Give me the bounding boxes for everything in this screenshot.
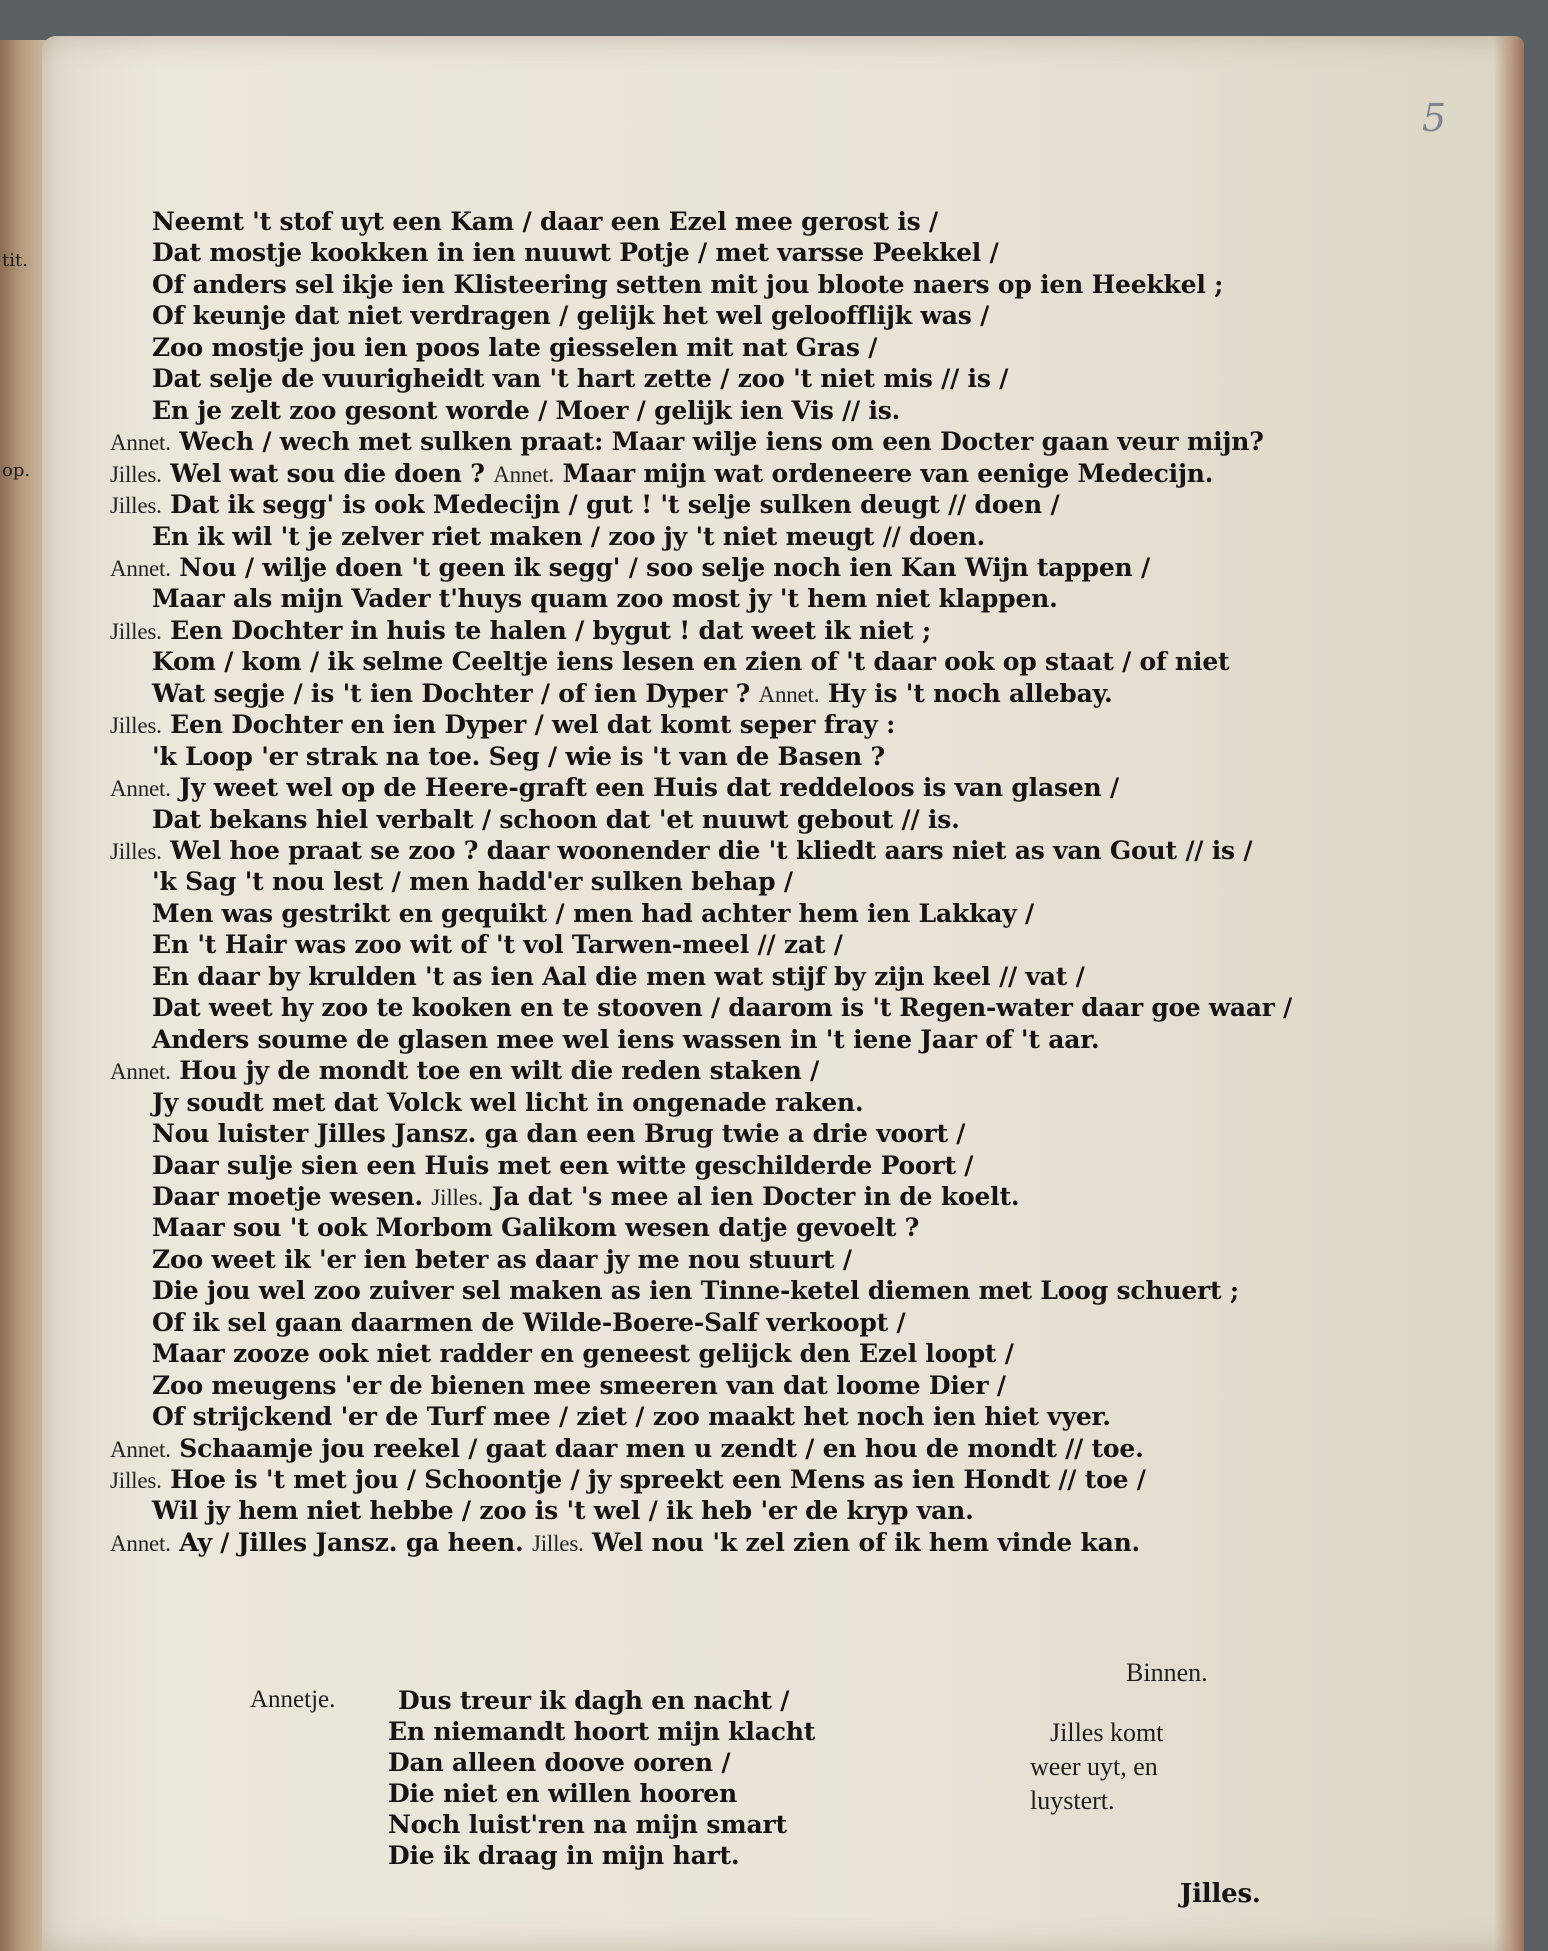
verse-line: [152, 805, 960, 834]
verse-text: Wech / wech met sulken praat: Maar wilje iens om een Docter gaan veur mijn?: [179, 427, 1264, 457]
song-line: En niemandt hoort mijn klacht: [388, 1717, 816, 1746]
song-line: Dus treur ik dagh en nacht /: [398, 1686, 790, 1715]
verse-text: Wel hoe praat se zoo ? daar woonender die 't kliedt aars niet as van Gout // is /: [170, 836, 1253, 865]
verse-line: [152, 647, 1229, 676]
speaker-label: Annet.: [110, 776, 171, 802]
speaker-label: Jilles.: [431, 1184, 484, 1210]
verse-text: Zoo meugens 'er de bienen mee smeeren van dat loome Dier /: [152, 1370, 1006, 1400]
verse-text: Ja dat 's mee al ien Docter in de koelt.: [491, 1181, 1020, 1211]
verse-line: [152, 1182, 1019, 1211]
verse-text: Dat ik segg' is ook Medecijn / gut ! 't selje sulken deugt // doen /: [170, 490, 1060, 520]
verse-line: [152, 1245, 852, 1274]
verse-text: Wel nou 'k zel zien of ik hem vinde kan.: [592, 1527, 1141, 1557]
speaker-label: Jilles.: [110, 839, 162, 864]
stage-direction-binnen: Binnen.: [1126, 1658, 1208, 1687]
speaker-label: Jilles.: [110, 618, 162, 644]
verse-line: [152, 364, 1008, 393]
verse-text: Die jou wel zoo zuiver sel maken as ien Tinne-ketel diemen met Loog schuert ;: [152, 1276, 1239, 1306]
verse-line: [152, 270, 1223, 299]
verse-line: [152, 1339, 1014, 1368]
facing-page-fragment: tit.: [2, 250, 28, 271]
verse-text: Een Dochter en ien Dyper / wel dat komt seper fray :: [170, 710, 896, 740]
verse-text: Dat mostje kookken in ien nuuwt Potje / met varsse Peekkel /: [152, 238, 999, 268]
verse-text: Anders soume de glasen mee wel iens wassen in 't iene Jaar of 't aar.: [152, 1024, 1100, 1054]
speaker-label: Annet.: [110, 1436, 171, 1462]
speaker-label: Annet.: [110, 1059, 171, 1085]
speaker-label: Annet.: [110, 555, 171, 581]
speaker-label: Annet.: [110, 1530, 171, 1556]
song-line: Die niet en willen hooren: [388, 1779, 737, 1808]
verse-text: Een Dochter in huis te halen / bygut ! dat weet ik niet ;: [170, 615, 932, 645]
verse-line: [152, 962, 1085, 991]
verse-text: Nou luister Jilles Jansz. ga dan een Brug twie a drie voort /: [152, 1119, 966, 1149]
verse-line: [152, 993, 1292, 1022]
verse-line: [152, 1213, 919, 1242]
verse-text: Nou / wilje doen 't geen ik segg' / soo selje noch ien Kan Wijn tappen /: [179, 552, 1150, 582]
verse-text: 'k Sag 't nou lest / men hadd'er sulken behap /: [152, 867, 793, 897]
speaker-label: Jilles.: [110, 493, 162, 519]
verse-text: Dat selje de vuurigheidt van 't hart zette / zoo 't niet mis // is /: [152, 364, 1009, 394]
verse-text: Zoo weet ik 'er ien beter as daar jy me nou stuurt /: [152, 1244, 852, 1274]
verse-text: Wel wat sou die doen ?: [170, 458, 485, 488]
verse-line: [152, 207, 938, 236]
verse-text: Dat weet hy zoo te kooken en te stooven / daarom is 't Regen-water daar goe waar /: [152, 993, 1292, 1023]
verse-text: Of keunje dat niet verdragen / gelijk het wel geloofflijk was /: [152, 301, 990, 331]
verse-line: [110, 459, 1213, 488]
verse-text: Of anders sel ikje ien Klisteering setten mit jou bloote naers op ien Heekkel ;: [152, 269, 1224, 299]
verse-text: Dat bekans hiel verbalt / schoon dat 'et nuuwt gebout // is.: [152, 804, 960, 834]
side-note-line: weer uyt, en: [1030, 1752, 1158, 1781]
verse-line: [110, 553, 1150, 582]
page-number: 5: [1422, 96, 1447, 140]
verse-line: [152, 1276, 1239, 1305]
verse-text: Kom / kom / ik selme Ceeltje iens lesen en zien of 't daar ook op staat / of niet: [152, 647, 1230, 677]
verse-text: Neemt 't stof uyt een Kam / daar een Ezel mee gerost is /: [152, 207, 938, 236]
verse-line: [152, 1088, 863, 1117]
verse-text: En 't Hair was zoo wit of 't vol Tarwen-meel // zat /: [152, 930, 843, 960]
verse-text: Men was gestrikt en gequikt / men had achter hem ien Lakkay /: [152, 898, 1034, 928]
speaker-label: Jilles.: [110, 713, 162, 739]
verse-line: [110, 616, 931, 645]
verse-line: [110, 1465, 1146, 1494]
facing-page-edge: [0, 40, 46, 1951]
verse-text: Maar mijn wat ordeneere van eenige Medecijn.: [562, 458, 1214, 488]
verse-line: [152, 1151, 973, 1180]
verse-text: 'k Loop 'er strak na toe. Seg / wie is 't van de Basen ?: [152, 741, 885, 771]
speaker-label: Jilles.: [110, 461, 162, 487]
verse-text: Ay / Jilles Jansz. ga heen.: [179, 1527, 524, 1557]
facing-page-fragment: op.: [2, 460, 31, 481]
verse-line: [152, 396, 900, 425]
verse-line: [152, 301, 989, 330]
verse-line: [152, 930, 843, 959]
verse-text: Maar als mijn Vader t'huys quam zoo most jy 't hem niet klappen.: [152, 584, 1058, 614]
verse-line: [110, 1056, 819, 1085]
verse-line: [152, 1496, 974, 1525]
verse-line: [152, 1308, 905, 1337]
verse-line: [152, 1025, 1099, 1054]
verse-line: [110, 1528, 1140, 1557]
verse-text: Of strijckend 'er de Turf mee / ziet / zoo maakt het noch ien hiet vyer.: [152, 1402, 1111, 1432]
verse-line: [110, 836, 1252, 865]
verse-text: Wil jy hem niet hebbe / zoo is 't wel / ik heb 'er de kryp van.: [152, 1496, 974, 1526]
song-line: Noch luist'ren na mijn smart: [388, 1810, 787, 1839]
speaker-label: Annet.: [110, 430, 171, 456]
speaker-label: Jilles.: [531, 1530, 584, 1556]
speaker-label: Annet.: [493, 461, 554, 487]
verse-text: Daar moetje wesen.: [152, 1181, 423, 1211]
verse-text: Wat segje / is 't ien Dochter / of ien Dyper ?: [152, 678, 751, 708]
verse-text: Hoe is 't met jou / Schoontje / jy spreekt een Mens as ien Hondt // toe /: [170, 1465, 1146, 1494]
verse-line: [110, 773, 1119, 802]
verse-text: Hy is 't noch allebay.: [827, 678, 1113, 708]
verse-line: [152, 584, 1058, 613]
verse-text: Daar sulje sien een Huis met een witte geschilderde Poort /: [152, 1150, 974, 1180]
verse-text: En ik wil 't je zelver riet maken / zoo jy 't niet meugt // doen.: [152, 521, 985, 551]
verse-text: Maar zooze ook niet radder en geneest gelijck den Ezel loopt /: [152, 1339, 1014, 1369]
speaker-label: Annet.: [758, 681, 820, 707]
verse-text: En je zelt zoo gesont worde / Moer / gelijk ien Vis // is.: [152, 395, 901, 425]
song-line: Die ik draag in mijn hart.: [388, 1841, 740, 1870]
verse-line: [152, 742, 885, 771]
verse-line: [110, 710, 895, 739]
book-page: [42, 36, 1524, 1951]
catchword: Jilles.: [1180, 1879, 1261, 1909]
verse-text: Jy weet wel op de Heere-graft een Huis dat reddeloos is van glasen /: [179, 773, 1119, 803]
song-line: Dan alleen doove ooren /: [388, 1748, 731, 1777]
verse-text: Hou jy de mondt toe en wilt die reden staken /: [179, 1056, 820, 1086]
verse-line: [152, 1371, 1006, 1400]
verse-text: Of ik sel gaan daarmen de Wilde-Boere-Salf verkoopt /: [152, 1307, 906, 1337]
verse-line: [152, 679, 1113, 708]
verse-line: [152, 899, 1034, 928]
verse-text: Jy soudt met dat Volck wel licht in ongenade raken.: [152, 1087, 864, 1117]
verse-text: Maar sou 't ook Morbom Galikom wesen datje gevoelt ?: [152, 1213, 920, 1243]
verse-line: [152, 333, 877, 362]
verse-text: Zoo mostje jou ien poos late giesselen mit nat Gras /: [152, 332, 878, 362]
verse-line: [110, 1434, 1144, 1463]
verse-line: [152, 238, 999, 267]
side-note-line: Jilles komt: [1050, 1718, 1164, 1747]
verse-text: En daar by krulden 't as ien Aal die men wat stijf by zijn keel // vat /: [152, 961, 1085, 991]
side-note-line: luystert.: [1030, 1786, 1115, 1815]
verse-line: [152, 1119, 965, 1148]
verse-line: [110, 427, 1264, 456]
verse-line: [152, 522, 985, 551]
speaker-label: Jilles.: [110, 1468, 162, 1493]
verse-text: Schaamje jou reekel / gaat daar men u zendt / en hou de mondt // toe.: [179, 1433, 1144, 1463]
song-speaker-label: Annetje.: [250, 1686, 336, 1713]
verse-line: [152, 1402, 1111, 1431]
verse-line: [110, 490, 1059, 519]
verse-line: [152, 867, 793, 896]
verse-text-block: [42, 36, 1524, 1951]
